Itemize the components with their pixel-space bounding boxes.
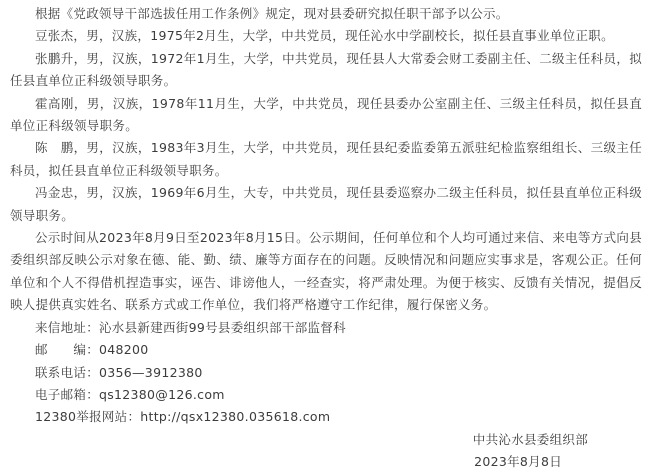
signature-org: 中共沁水县委组织部 [472,431,588,447]
contact-email: 电子邮箱：qs12380@126.com [35,386,225,402]
contact-website: 12380举报网站：http://qsx12380.035618.com [35,409,331,425]
signature-block [10,429,642,474]
candidate-entry-5: 冯金忠，男，汉族，1969年6月生，大专，中共党员，现任县委巡察办二级主任科员，拟任县直单位正科级领导职务。 [10,185,642,223]
candidate-entry-4: 陈 鹏，男，汉族，1983年3月生，大学，中共党员，现任县纪委监委第五派驻纪检监察组组长、三级主任科员，拟任县直单位正科级领导职务。 [10,140,642,178]
signature-date: 2023年8月8日 [474,454,562,470]
contact-phone: 联系电话：0356—3912380 [35,364,203,380]
notice-paragraph: 公示时间从2023年8月9日至2023年8月15日。公示期间，任何单位和个人均可通过来信、来电等方式向县委组织部反映公示对象在德、能、勤、绩、廉等方面存在的问题。反映情况和问题应实事求是，客观公正。任何单位和个人不得借机捏造事实，诬告、诽谤他人，一经查实，将严肃处理。为便于核实、反馈有关情况，提倡反映人提供真实姓名、联系方式或工作单位，我们将严格遵守工作纪律，履行保密义务。 [10,230,642,313]
contact-postcode: 邮 编：048200 [35,342,149,358]
candidate-entry-2: 张鹏升，男，汉族，1972年1月生，大学，中共党员，现任县人大常委会财工委副主任、二级主任科员，拟任县直单位正科级领导职务。 [10,50,642,89]
candidate-entry-1: 豆张杰，男，汉族，1975年2月生，大学，中共党员，现任沁水中学副校长，拟任县直事业单位正职。 [35,28,614,44]
intro-paragraph: 根据《党政领导干部选拔任用工作条例》规定，现对县委研究拟任职干部予以公示。 [35,6,509,21]
candidate-entry-3: 霍高刚，男，汉族，1978年11月生，大学，中共党员，现任县委办公室副主任、三级主任科员，拟任县直单位正科级领导职务。 [10,95,642,134]
contact-address: 来信地址：沁水县新建西街99号县委组织部干部监督科 [35,319,346,335]
